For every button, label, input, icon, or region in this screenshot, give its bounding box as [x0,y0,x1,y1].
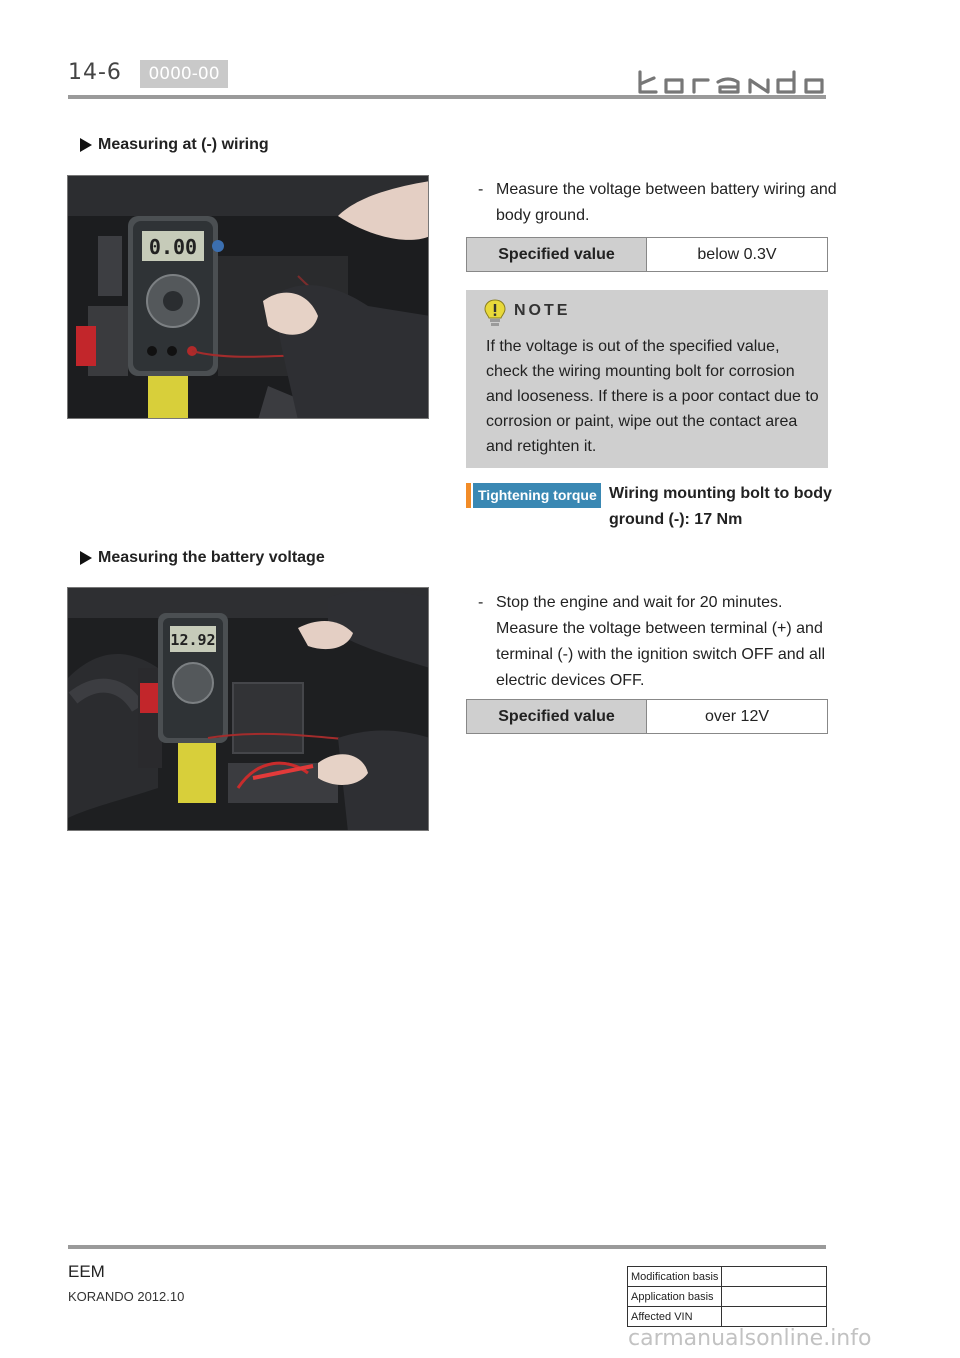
instruction-ground-wiring [478,177,838,229]
battery-voltage-photo [67,587,429,831]
footer-divider [68,1245,826,1249]
multimeter-battery-voltage-photo-icon [68,588,429,831]
revision-table [627,1266,827,1327]
spec-label: Specified value [467,238,647,271]
revision-label: Application basis [628,1287,722,1307]
spec-value: over 12V [647,700,827,733]
note-text: If the voltage is out of the specified value, check the wiring mounting bolt for corrosion and looseness. If there is a poor contact due to corrosion or paint, wipe out the contact area and retighten it. [486,338,819,455]
instruction-battery-voltage [478,590,838,694]
revision-label: Affected VIN [628,1307,722,1327]
section-heading-ground-wiring [80,136,269,154]
revision-row [628,1307,827,1327]
spec-table-ground-wiring [466,237,828,272]
torque-accent-bar [466,483,471,508]
spec-label: Specified value [467,700,647,733]
section-code-badge: 0000-00 [140,60,228,88]
spec-table-battery-voltage [466,699,828,734]
torque-label: Tightening torque [473,483,601,508]
section-heading-text: Measuring the battery voltage [98,549,325,566]
torque-spec-text: Wiring mounting bolt to body ground (-): 17 Nm [609,485,832,528]
multimeter-display-reading: 12.92 [170,631,216,649]
warning-lightbulb-icon [482,298,508,328]
instruction-text: Measure the voltage between battery wiring and body ground. [496,181,837,224]
section-heading-text: Measuring at (-) wiring [98,136,269,153]
multimeter-ground-measurement-photo-icon [68,176,429,419]
multimeter-display-reading: 0.00 [148,235,198,259]
page-number: 14-6 [68,60,122,85]
watermark: carmanualsonline.info [628,1326,872,1351]
revision-value [722,1267,827,1287]
revision-row [628,1287,827,1307]
bullet-dash: - [478,181,484,198]
tightening-torque-tag [466,483,601,508]
revision-value [722,1287,827,1307]
revision-row [628,1267,827,1287]
korando-logo-icon [636,68,826,96]
instruction-text: Stop the engine and wait for 20 minutes. Measure the voltage between terminal (+) and terminal (-) with the ignition switch OFF and all electric devices OFF. [496,594,825,689]
bullet-dash: - [478,594,484,611]
footer-manual-name: EEM [68,1262,105,1281]
section-heading-battery-voltage [80,549,325,567]
note-title: NOTE [514,302,571,319]
note-box [466,290,828,468]
header-divider [68,95,826,99]
ground-measurement-photo [67,175,429,419]
footer-model: KORANDO 2012.10 [68,1289,185,1304]
revision-value [722,1307,827,1327]
triangle-bullet-icon [80,551,92,565]
triangle-bullet-icon [80,138,92,152]
spec-value: below 0.3V [647,238,827,271]
revision-label: Modification basis [628,1267,722,1287]
